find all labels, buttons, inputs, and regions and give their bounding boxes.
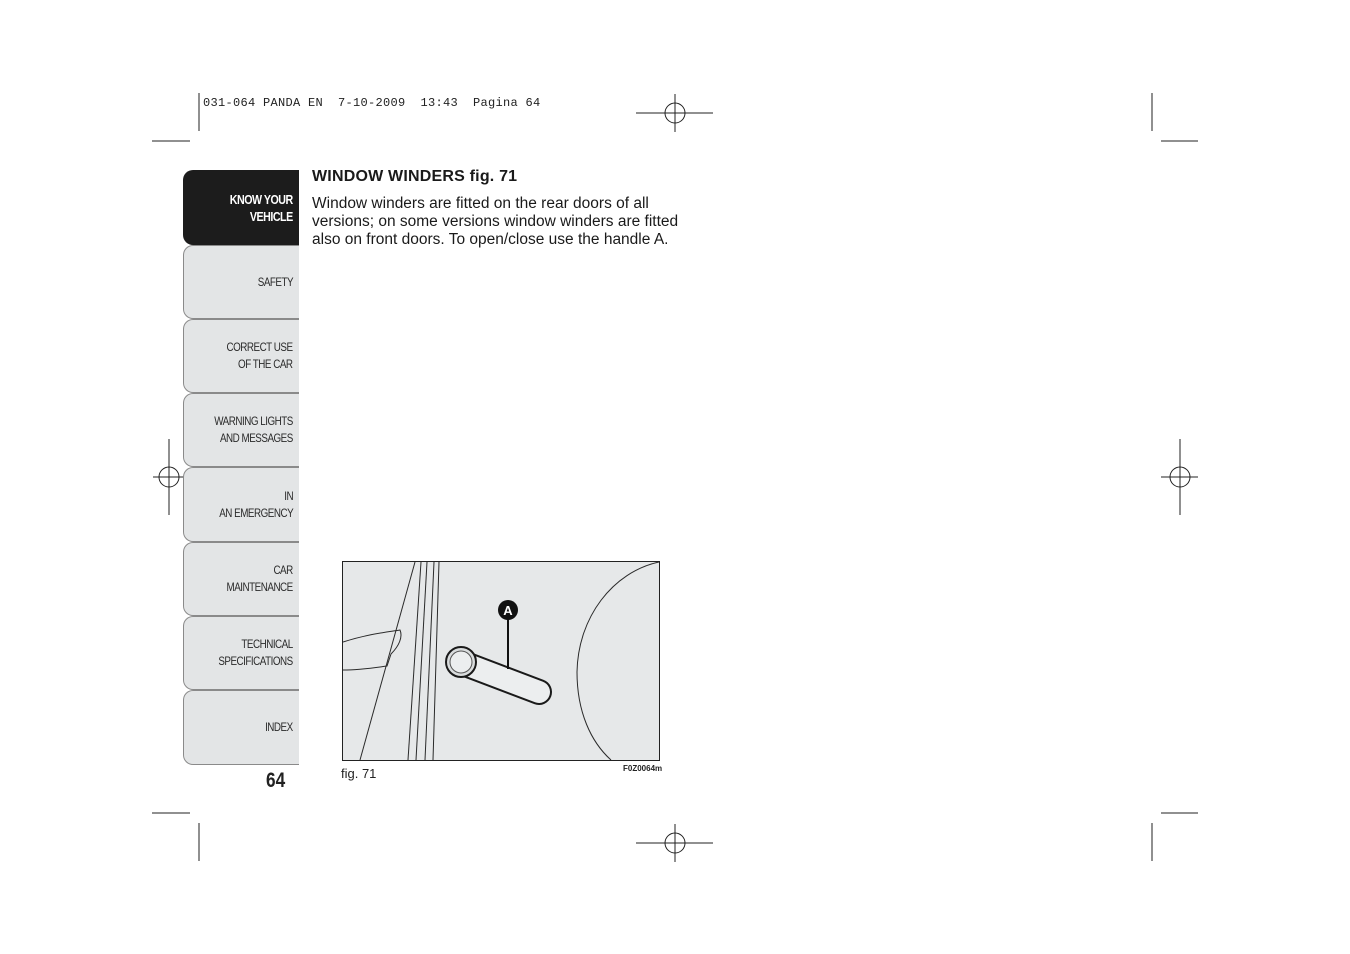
nav-tab-label: TECHNICAL SPECIFICATIONS	[218, 637, 293, 668]
body-paragraph: Window winders are fitted on the rear doors of all versions; on some versions window winders are fitted also on front doors. To open/close use the handle A.	[312, 195, 679, 248]
window-winder-illustration	[343, 562, 659, 760]
winder-handle	[446, 647, 539, 692]
nav-tab-label: CAR MAINTENANCE	[226, 563, 293, 594]
nav-tab-correct-use[interactable]	[183, 319, 299, 393]
nav-tab-safety[interactable]	[183, 245, 299, 319]
nav-tab-label: CORRECT USE OF THE CAR	[226, 340, 293, 371]
nav-tab-label: WARNING LIGHTS AND MESSAGES	[214, 414, 293, 445]
callout-a-label: A	[503, 603, 513, 618]
nav-tab-car-maintenance[interactable]	[183, 542, 299, 616]
nav-tab-technical-specifications[interactable]	[183, 616, 299, 690]
page-number: 64	[266, 769, 286, 792]
section-body	[312, 195, 702, 249]
nav-tab-warning-lights[interactable]	[183, 393, 299, 467]
nav-tab-label: KNOW YOUR VEHICLE	[230, 191, 293, 224]
nav-tab-emergency[interactable]	[183, 467, 299, 542]
print-slug: 031-064 PANDA EN 7-10-2009 13:43 Pagina 64	[203, 96, 541, 110]
nav-tab-index[interactable]	[183, 690, 299, 765]
nav-tab-label: IN AN EMERGENCY	[219, 488, 293, 520]
figure-caption: fig. 71	[341, 766, 377, 781]
nav-tab-know-your-vehicle[interactable]	[183, 170, 299, 245]
nav-tab-label: INDEX	[265, 720, 293, 734]
section-heading: WINDOW WINDERS fig. 71	[312, 168, 518, 185]
nav-tab-label: SAFETY	[257, 274, 293, 289]
window-winder-figure	[342, 561, 660, 761]
figure-code: F0Z0064m	[623, 764, 663, 773]
